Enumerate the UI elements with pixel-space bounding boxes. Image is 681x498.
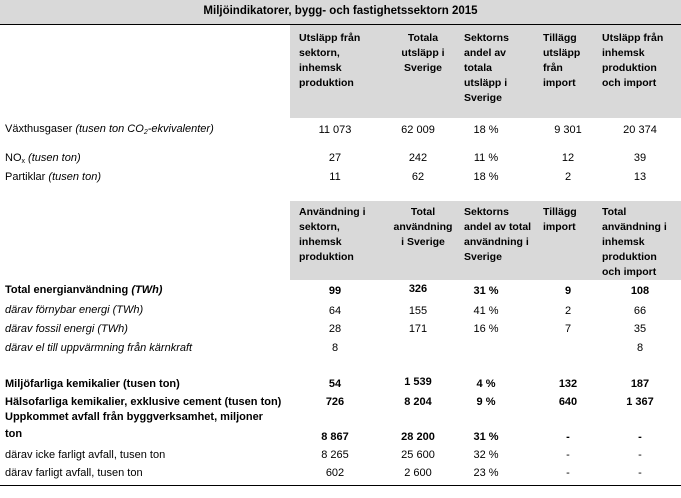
label-main: Växthusgaser xyxy=(5,123,76,135)
cell: - xyxy=(566,431,570,443)
cell: 4 % xyxy=(476,378,496,390)
cell: 64 xyxy=(328,305,342,317)
cell: 640 xyxy=(558,396,578,408)
cell: 9 301 xyxy=(554,124,582,136)
emissions-header-col3: Sektorns andel av totala utsläpp i Sverige xyxy=(464,32,509,104)
cell: 171 xyxy=(408,323,428,335)
row-label-karnkraft: därav el till uppvärmning från kärnkraft xyxy=(5,342,193,354)
cell: 8 265 xyxy=(321,449,349,461)
row-label-fornybar: därav förnybar energi (TWh) xyxy=(5,304,144,316)
cell: 35 xyxy=(633,323,647,335)
row-label-avfall: Uppkommet avfall från byggverksamhet, miljoner xyxy=(5,411,263,423)
energy-header-col4: Tillägg import xyxy=(543,206,577,233)
cell: 11 073 xyxy=(318,124,352,136)
cell: 187 xyxy=(630,378,650,390)
bottom-rule xyxy=(0,485,681,486)
label-unit: (tusen ton) xyxy=(48,171,101,183)
label-unit: (tusen ton) xyxy=(25,152,81,164)
row-label-halsofarliga: Hälsofarliga kemikalier, exklusive cement (tusen ton) xyxy=(5,396,282,408)
row-label-icke-farligt: därav icke farligt avfall, tusen ton xyxy=(5,449,166,461)
cell: 25 600 xyxy=(401,449,435,461)
cell: 108 xyxy=(630,285,650,297)
cell: 2 600 xyxy=(404,467,432,479)
cell: - xyxy=(638,431,642,443)
row-label-miljofarliga: Miljöfarliga kemikalier (tusen ton) xyxy=(5,378,180,390)
cell: 31 % xyxy=(473,285,499,297)
cell: 9 xyxy=(564,285,572,297)
cell: 18 % xyxy=(473,171,499,183)
emissions-header-col1: Utsläpp från sektorn, inhemsk produktion xyxy=(299,32,361,89)
energy-header-col5: Total användning i inhemsk produktion och import xyxy=(602,206,667,278)
row-label-total-energi xyxy=(5,284,162,296)
label-unit: (TWh) xyxy=(131,284,163,296)
cell: 13 xyxy=(633,171,647,183)
cell: 31 % xyxy=(473,431,499,443)
cell: 8 xyxy=(636,342,644,354)
cell: 8 204 xyxy=(404,396,432,408)
emissions-header-col4: Tillägg utsläpp från import xyxy=(543,32,581,89)
cell: 9 % xyxy=(476,396,496,408)
cell: 16 % xyxy=(473,323,499,335)
cell: 66 xyxy=(633,305,647,317)
label-main: Total energianvändning xyxy=(5,284,132,296)
cell: 2 xyxy=(564,171,572,183)
cell: 62 xyxy=(411,171,425,183)
cell: 132 xyxy=(558,378,578,390)
cell: - xyxy=(566,467,570,479)
label-main: Partiklar xyxy=(5,171,49,183)
emissions-header-col5: Utsläpp från inhemsk produktion och import xyxy=(602,32,664,89)
label-subscript: x xyxy=(21,158,25,165)
cell: 1 367 xyxy=(626,396,654,408)
cell: 326 xyxy=(408,283,428,295)
energy-header-col3: Sektorns andel av total användning i Sverige xyxy=(464,206,532,263)
cell: 11 xyxy=(329,171,341,183)
cell: 62 009 xyxy=(401,124,435,136)
row-label-vaxthusgaser xyxy=(5,123,214,136)
cell: 2 xyxy=(564,305,572,317)
cell: 155 xyxy=(408,305,428,317)
cell: 41 % xyxy=(473,305,499,317)
label-unit: (tusen ton CO xyxy=(75,123,144,135)
cell: 54 xyxy=(328,378,342,390)
emissions-header-col2: Totala utsläpp i Sverige xyxy=(401,32,445,74)
label-main: NO xyxy=(5,152,22,164)
cell: 99 xyxy=(328,285,342,297)
energy-header-col1: Användning i sektorn, inhemsk produktion xyxy=(299,206,366,263)
cell: 27 xyxy=(328,152,342,164)
label-subscript: 2 xyxy=(143,129,148,136)
table-title: Miljöindikatorer, bygg- och fastighetssektorn 2015 xyxy=(203,5,478,17)
cell: 602 xyxy=(325,467,345,479)
cell: 12 xyxy=(561,152,575,164)
cell: 28 200 xyxy=(401,431,435,443)
cell: 8 867 xyxy=(321,431,349,443)
cell: 726 xyxy=(325,396,345,408)
row-label-avfall-unit: ton xyxy=(5,428,23,440)
cell: 11 % xyxy=(473,152,499,164)
cell: 39 xyxy=(633,152,647,164)
row-label-nox xyxy=(5,152,81,165)
cell: 18 % xyxy=(473,124,499,136)
cell: 1 539 xyxy=(404,376,432,388)
row-label-fossil: därav fossil energi (TWh) xyxy=(5,323,128,335)
cell: 23 % xyxy=(473,467,499,479)
cell: 32 % xyxy=(473,449,499,461)
cell: - xyxy=(638,449,642,461)
energy-header-col2: Total användning i Sverige xyxy=(393,206,453,248)
row-label-farligt: därav farligt avfall, tusen ton xyxy=(5,467,143,479)
cell: - xyxy=(638,467,642,479)
cell: 8 xyxy=(331,342,339,354)
row-label-partiklar xyxy=(5,171,101,183)
label-unit-post: -ekvivalenter) xyxy=(147,123,214,135)
cell: - xyxy=(566,449,570,461)
cell: 20 374 xyxy=(623,124,657,136)
cell: 28 xyxy=(328,323,342,335)
cell: 242 xyxy=(408,152,428,164)
cell: 7 xyxy=(564,323,572,335)
